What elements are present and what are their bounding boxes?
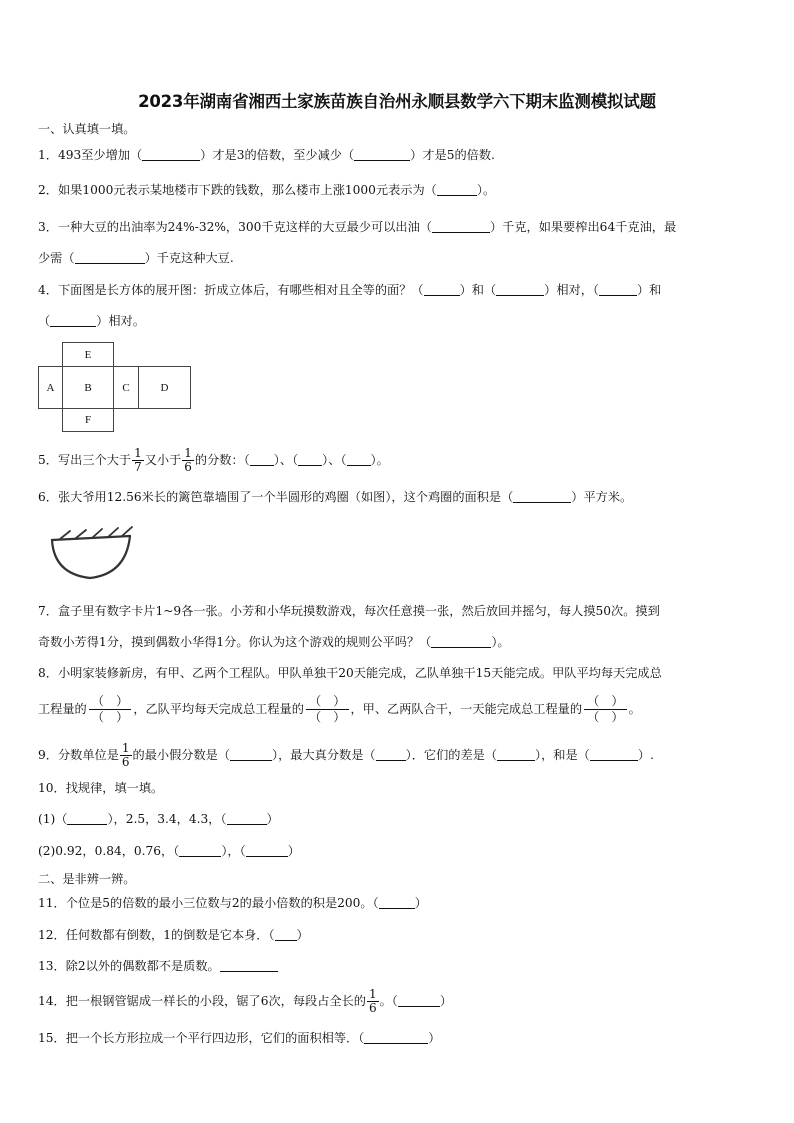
answer-blank[interactable] — [364, 1031, 428, 1044]
question-14: 14．把一根钢管锯成一样长的小段，锯了6次，每段占全长的 $\frac{1}{6}$ 。（ ） — [38, 987, 453, 1015]
question-8-cont: 工程量的 （ ） （ ） ，乙队平均每天完成总工程量的 （ ） （ ） ，甲、乙两队合干，一天能完成总工程量的 （ ） （ ） 。 — [38, 694, 641, 724]
answer-blank[interactable] — [599, 283, 637, 296]
page-title: 2023年湖南省湘西土家族苗族自治州永顺县数学六下期末监测模拟试题 — [138, 92, 656, 111]
question-6: 6．张大爷用12.56米长的篱笆靠墙围了一个半圆形的鸡圈（如图），这个鸡圈的面积是（ ）平方米。 — [38, 490, 633, 504]
answer-blank[interactable] — [496, 283, 544, 296]
question-7-cont: 奇数小芳得1分，摸到偶数小华得1分。你认为这个游戏的规则公平吗？（ ）。 — [38, 635, 510, 649]
net-face-e: E — [62, 342, 114, 367]
answer-blank[interactable] — [298, 453, 322, 466]
net-face-c: C — [113, 366, 139, 409]
fraction-one-sixth: $\frac{1}{6}$ — [368, 987, 377, 1015]
question-10-part-2: (2)0.92，0.84，0.76，（ ），（ ） — [38, 844, 300, 858]
answer-blank[interactable] — [354, 148, 410, 161]
answer-blank[interactable] — [513, 490, 571, 503]
question-2: 2．如果1000元表示某地楼市下跌的钱数，那么楼市上涨1000元表示为（ ）。 — [38, 183, 496, 197]
fraction-blank[interactable]: （ ） （ ） — [306, 694, 349, 725]
fraction-one-sixth: $\frac{1}{6}$ — [121, 741, 130, 769]
answer-blank[interactable] — [246, 844, 288, 857]
fraction-one-sixth: $\frac{1}{6}$ — [184, 446, 192, 474]
answer-blank[interactable] — [230, 748, 272, 761]
answer-blank[interactable] — [50, 314, 96, 327]
net-face-f: F — [62, 408, 114, 432]
net-face-b: B — [62, 366, 114, 409]
answer-blank[interactable] — [431, 635, 491, 648]
answer-blank[interactable] — [432, 220, 490, 233]
answer-blank[interactable] — [227, 812, 267, 825]
net-face-a: A — [38, 366, 63, 409]
question-10-part-1: (1)（ ），2.5，3.4，4.3，（ ） — [38, 812, 279, 826]
question-9: 9．分数单位是 $\frac{1}{6}$ 的最小假分数是（ ），最大真分数是（ ）．它们的差是（ ），和是（ ）. — [38, 741, 654, 769]
answer-blank[interactable] — [220, 959, 278, 972]
answer-blank[interactable] — [347, 453, 371, 466]
question-11: 11．个位是5的倍数的最小三位数与2的最小倍数的积是200。（ ） — [38, 896, 427, 910]
question-4: 4．下面图是长方体的展开图：折成立体后，有哪些相对且全等的面？（ ）和（ ）相对，（ ）和 — [38, 283, 662, 297]
answer-blank[interactable] — [497, 748, 535, 761]
answer-blank[interactable] — [437, 183, 477, 196]
fraction-blank[interactable]: （ ） （ ） — [584, 694, 627, 725]
semicircle-coop-figure — [46, 522, 138, 584]
question-7: 7．盒子里有数字卡片1~9各一张。小芳和小华玩摸数游戏，每次任意摸一张，然后放回并摇匀，每人摸50次。摸到 — [38, 604, 660, 618]
fraction-blank[interactable]: （ ） （ ） — [89, 694, 132, 725]
question-15: 15．把一个长方形拉成一个平行四边形，它们的面积相等．（ ） — [38, 1031, 441, 1045]
fraction-one-seventh: $\frac{1}{7}$ — [134, 446, 142, 474]
answer-blank[interactable] — [424, 283, 460, 296]
question-3: 3．一种大豆的出油率为24%-32%，300千克这样的大豆最少可以出油（ ）千克，如果要榨出64千克油，最 — [38, 220, 677, 234]
question-12: 12．任何数都有倒数，1的倒数是它本身．（ ） — [38, 928, 309, 942]
answer-blank[interactable] — [376, 748, 406, 761]
answer-blank[interactable] — [142, 148, 200, 161]
answer-blank[interactable] — [398, 994, 440, 1007]
question-10: 10．找规律，填一填。 — [38, 781, 164, 795]
answer-blank[interactable] — [275, 928, 297, 941]
answer-blank[interactable] — [379, 896, 415, 909]
question-5: 5．写出三个大于 $\frac{1}{7}$ 又小于 $\frac{1}{6}$ 的分数：（ ）、（ ）、（ ）。 — [38, 446, 389, 474]
answer-blank[interactable] — [67, 812, 107, 825]
answer-blank[interactable] — [250, 453, 274, 466]
question-13: 13．除2以外的偶数都不是质数。 — [38, 958, 278, 974]
question-1: 1．493至少增加（ ）才是3的倍数，至少减少（ ）才是5的倍数. — [38, 148, 495, 162]
answer-blank[interactable] — [75, 251, 145, 264]
question-8: 8．小明家装修新房，有甲、乙两个工程队。甲队单独干20天能完成，乙队单独干15天能完成。甲队平均每天完成总 — [38, 666, 662, 680]
answer-blank[interactable] — [590, 748, 638, 761]
question-4-cont: （ ）相对。 — [38, 314, 145, 328]
answer-blank[interactable] — [179, 844, 221, 857]
question-3-cont: 少需（ ）千克这种大豆. — [38, 251, 234, 265]
net-face-d: D — [138, 366, 191, 409]
section-heading-2: 二、是非辨一辨。 — [38, 872, 136, 886]
section-heading-1: 一、认真填一填。 — [38, 122, 136, 136]
